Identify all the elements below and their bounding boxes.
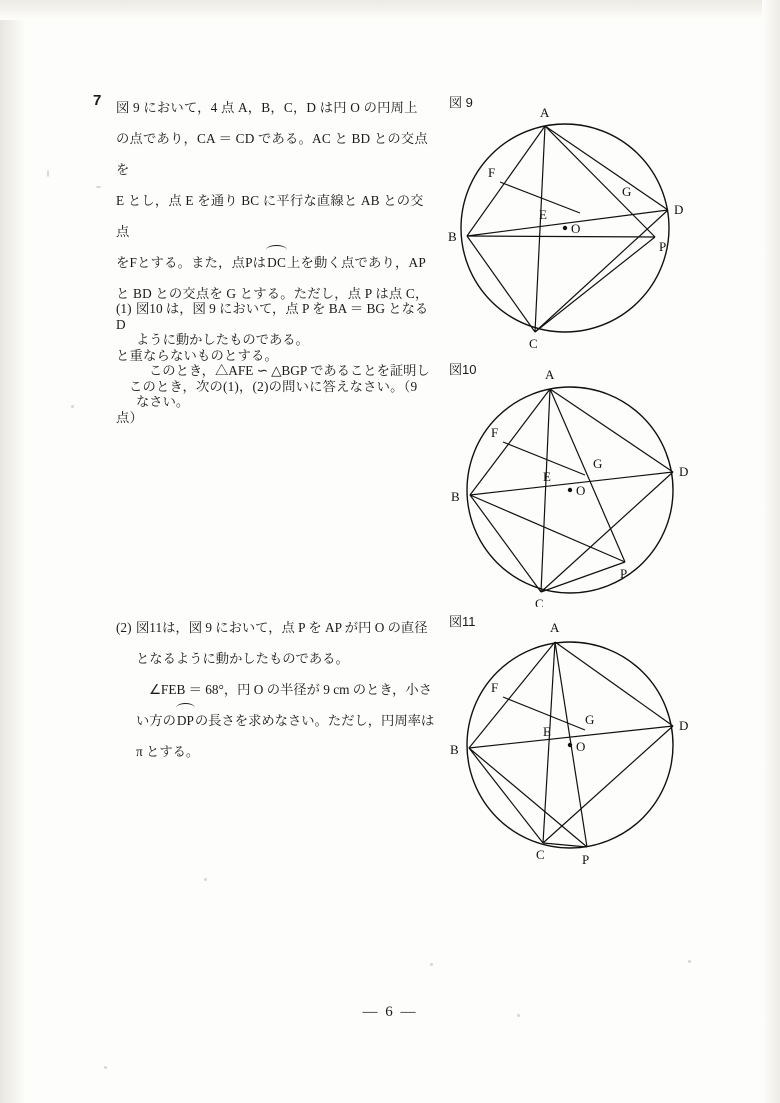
sub2-text: い方の xyxy=(136,713,176,728)
figure-caption-11: 図11 xyxy=(449,614,476,629)
segment-bp xyxy=(470,495,625,562)
label-p: P xyxy=(620,566,628,581)
problem-line: と重ならないものとする。 xyxy=(116,348,278,363)
scan-edge-left xyxy=(0,0,26,1103)
label-p: P xyxy=(659,239,667,254)
sub1-line: ように動かしたものである。 xyxy=(136,332,309,347)
sub1-line: なさい。 xyxy=(136,394,190,409)
scan-speck xyxy=(688,960,691,963)
segment-bp xyxy=(469,748,587,847)
scan-speck xyxy=(204,878,207,881)
problem-line: の点であり，CA ＝ CD である。AC と BD との交点を xyxy=(116,131,428,177)
sub2-text: の長さを求めなさい。ただし，円周率は xyxy=(194,713,435,728)
problem-closing: このとき，次の(1)，(2)の問いに答えなさい。（9 点） xyxy=(116,379,418,425)
segment-bc xyxy=(470,495,541,592)
sub1-marker: (1) xyxy=(116,301,132,316)
label-f: F xyxy=(491,680,499,695)
label-e: E xyxy=(543,469,551,484)
segment-ad xyxy=(555,642,673,726)
segment-bd xyxy=(467,210,668,236)
scan-speck xyxy=(71,405,74,408)
label-e: E xyxy=(543,724,551,739)
center-dot xyxy=(563,226,567,230)
figure-caption-9: 図 9 xyxy=(449,95,473,110)
sub2-line xyxy=(116,612,446,643)
label-f: F xyxy=(491,425,499,440)
question-number: 7 xyxy=(93,92,102,109)
figure-9 xyxy=(440,100,700,350)
arc-label-dp: DP xyxy=(176,705,195,736)
label-o: O xyxy=(576,739,586,754)
figure-11-svg xyxy=(440,617,700,867)
scan-edge-right xyxy=(762,0,780,1103)
scan-speck xyxy=(47,170,49,177)
problem-line: E とし，点 E を通り BC に平行な直線と AB との交点 xyxy=(116,193,424,239)
label-d: D xyxy=(679,464,689,479)
sub-question-1 xyxy=(116,293,446,417)
sub2-line-with-arc xyxy=(116,705,446,736)
segment-ac xyxy=(543,642,555,843)
label-o: O xyxy=(571,221,581,236)
segment-cp xyxy=(541,562,628,592)
arc-label-dc: DC xyxy=(266,247,287,278)
segment-bp xyxy=(467,236,655,237)
label-a: A xyxy=(540,105,550,120)
segment-ac xyxy=(535,126,545,332)
scan-edge-top xyxy=(0,0,780,20)
sub2-line: となるように動かしたものである。 xyxy=(136,651,349,666)
segment-ap xyxy=(545,126,655,237)
sub2-text: 図11は，図 9 において，点 P を AP が円 O の直径 xyxy=(136,620,428,635)
label-g: G xyxy=(622,184,632,199)
problem-line: をFとする。また，点Pは xyxy=(116,255,267,270)
figure-9-svg xyxy=(440,100,700,350)
segment-ab xyxy=(470,389,550,495)
label-g: G xyxy=(593,456,603,471)
sub-question-2 xyxy=(116,612,446,767)
label-o: O xyxy=(576,483,586,498)
figure-10 xyxy=(440,362,700,607)
scan-speck xyxy=(96,186,101,188)
page-number: — 6 — xyxy=(362,1004,418,1020)
problem-line-with-arc xyxy=(116,247,436,278)
figure-11 xyxy=(440,617,700,867)
label-a: A xyxy=(545,367,555,382)
label-d: D xyxy=(679,718,689,733)
problem-line: 上を動く点であり，AP xyxy=(287,255,426,270)
center-dot xyxy=(568,488,572,492)
scan-speck xyxy=(104,1066,107,1069)
label-e: E xyxy=(539,207,547,222)
label-g: G xyxy=(585,712,595,727)
label-c: C xyxy=(535,596,544,607)
segment-cd xyxy=(543,726,673,843)
sub1-line xyxy=(116,293,446,324)
label-p: P xyxy=(582,852,590,867)
segment-cd xyxy=(541,472,673,592)
figure-caption-10: 図10 xyxy=(449,362,477,377)
sub1-text: 図10 は，図 9 において，点 P を BA ＝ BG となる xyxy=(136,301,429,316)
sub2-marker: (2) xyxy=(116,620,132,635)
sub1-line: このとき，△AFE ∽ △BGP であることを証明し xyxy=(149,363,430,378)
problem-line: と BD との交点を G とする。ただし，点 P は点 C，D xyxy=(116,286,429,332)
label-f: F xyxy=(488,165,496,180)
segment-ac xyxy=(541,389,550,592)
label-b: B xyxy=(451,489,460,504)
label-c: C xyxy=(529,336,538,350)
segment-cp xyxy=(535,237,655,332)
label-d: D xyxy=(674,202,684,217)
problem-line: 図 9 において，4 点 A，B，C，D は円 O の円周上 xyxy=(116,100,418,115)
center-dot xyxy=(568,743,572,747)
figure-10-svg xyxy=(440,362,700,607)
label-c: C xyxy=(536,847,545,862)
sub2-line: π とする。 xyxy=(136,744,200,759)
label-b: B xyxy=(450,742,459,757)
sub2-line: ∠FEB ＝ 68°，円 O の半径が 9 cm のとき，小さ xyxy=(149,682,433,697)
segment-cd xyxy=(535,210,668,332)
label-b: B xyxy=(448,229,457,244)
label-a: A xyxy=(550,620,560,635)
scan-speck xyxy=(430,963,433,966)
